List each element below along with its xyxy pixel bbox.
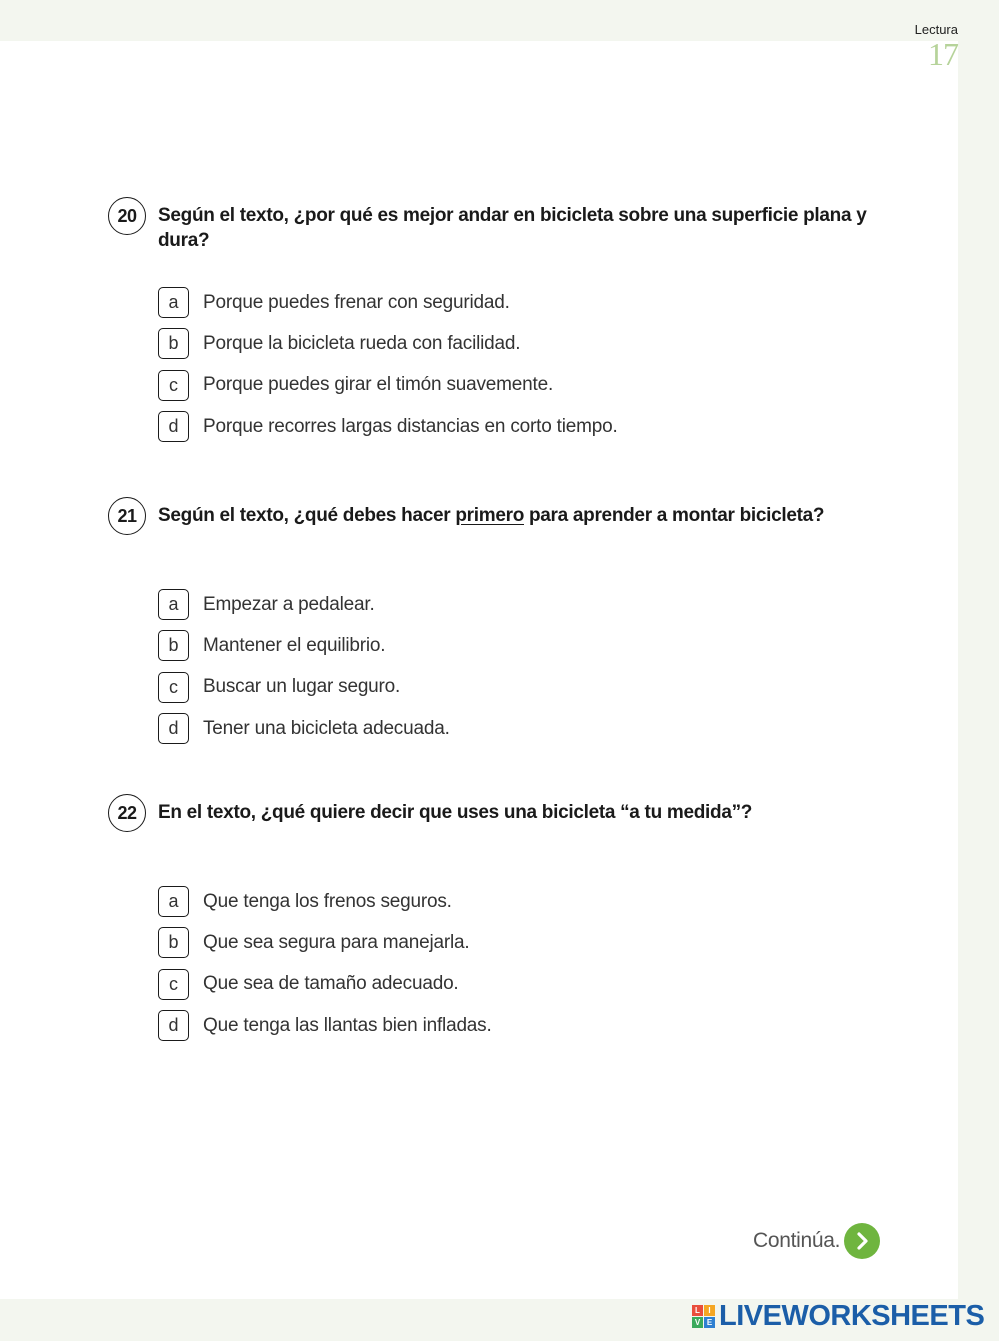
answer-option-d[interactable]	[158, 708, 898, 749]
answer-option-b[interactable]	[158, 323, 898, 364]
question-text-part: Según el texto, ¿qué debes hacer	[158, 505, 456, 526]
answer-option-c[interactable]	[158, 667, 898, 708]
option-letter-box[interactable]: a	[158, 589, 189, 620]
answer-option-c[interactable]	[158, 365, 898, 406]
question-text: En el texto, ¿qué quiere decir que uses una bicicleta “a tu medida”?	[158, 802, 753, 823]
option-letter-box[interactable]: d	[158, 1010, 189, 1041]
option-text: Mantener el equilibrio.	[203, 634, 386, 656]
question-number: 20	[108, 197, 146, 235]
question-text: Según el texto, ¿por qué es mejor andar en bicicleta sobre una superficie plana y dura?	[158, 205, 867, 251]
question-underlined-word: primero	[455, 505, 524, 526]
option-letter-box[interactable]: c	[158, 370, 189, 401]
answer-option-a[interactable]	[158, 881, 898, 922]
continue-label: Continúa.	[753, 1229, 841, 1252]
question-20	[108, 203, 898, 447]
brand-watermark	[692, 1302, 984, 1331]
option-text: Porque recorres largas distancias en corto tiempo.	[203, 415, 618, 437]
option-text: Que sea de tamaño adecuado.	[203, 973, 459, 995]
option-text: Porque la bicicleta rueda con facilidad.	[203, 332, 521, 354]
top-band	[0, 0, 999, 41]
answer-option-a[interactable]	[158, 584, 898, 625]
answer-options	[108, 584, 898, 749]
answer-option-c[interactable]	[158, 964, 898, 1005]
answer-option-b[interactable]	[158, 625, 898, 666]
option-letter-box[interactable]: b	[158, 328, 189, 359]
option-text: Porque puedes girar el timón suavemente.	[203, 374, 554, 396]
option-letter-box[interactable]: b	[158, 630, 189, 661]
question-header	[108, 203, 898, 253]
option-text: Que tenga las llantas bien infladas.	[203, 1014, 492, 1036]
liveworksheets-logo-icon	[692, 1305, 715, 1328]
option-text: Tener una bicicleta adecuada.	[203, 717, 450, 739]
logo-letter: I	[704, 1305, 715, 1316]
option-letter-box[interactable]: a	[158, 287, 189, 318]
option-text: Que tenga los frenos seguros.	[203, 890, 452, 912]
answer-option-a[interactable]	[158, 282, 898, 323]
answer-option-d[interactable]	[158, 406, 898, 447]
option-text: Empezar a pedalear.	[203, 593, 375, 615]
option-letter-box[interactable]: d	[158, 713, 189, 744]
option-letter-box[interactable]: d	[158, 411, 189, 442]
answer-option-b[interactable]	[158, 922, 898, 963]
right-band	[958, 0, 999, 1341]
brand-name: LIVEWORKSHEETS	[719, 1300, 985, 1332]
question-header	[108, 800, 898, 840]
logo-letter: L	[692, 1305, 703, 1316]
section-label: Lectura	[914, 22, 958, 37]
option-text: Buscar un lugar seguro.	[203, 676, 401, 698]
question-text-part: para aprender a montar bicicleta?	[524, 505, 825, 526]
option-letter-box[interactable]: a	[158, 886, 189, 917]
logo-letter: V	[692, 1317, 703, 1328]
page-number: 17	[928, 36, 958, 72]
answer-options	[108, 282, 898, 447]
option-text: Porque puedes frenar con seguridad.	[203, 291, 510, 313]
logo-letter: E	[704, 1317, 715, 1328]
answer-option-d[interactable]	[158, 1005, 898, 1046]
chevron-right-icon[interactable]	[844, 1223, 880, 1259]
question-header	[108, 503, 898, 543]
question-22	[108, 800, 898, 1046]
question-number: 22	[108, 794, 146, 832]
answer-options	[108, 881, 898, 1046]
question-text	[158, 503, 898, 528]
option-letter-box[interactable]: c	[158, 969, 189, 1000]
option-letter-box[interactable]: b	[158, 927, 189, 958]
question-21	[108, 503, 898, 749]
question-number: 21	[108, 497, 146, 535]
option-text: Que sea segura para manejarla.	[203, 931, 470, 953]
option-letter-box[interactable]: c	[158, 672, 189, 703]
continue-link[interactable]	[753, 1223, 880, 1259]
